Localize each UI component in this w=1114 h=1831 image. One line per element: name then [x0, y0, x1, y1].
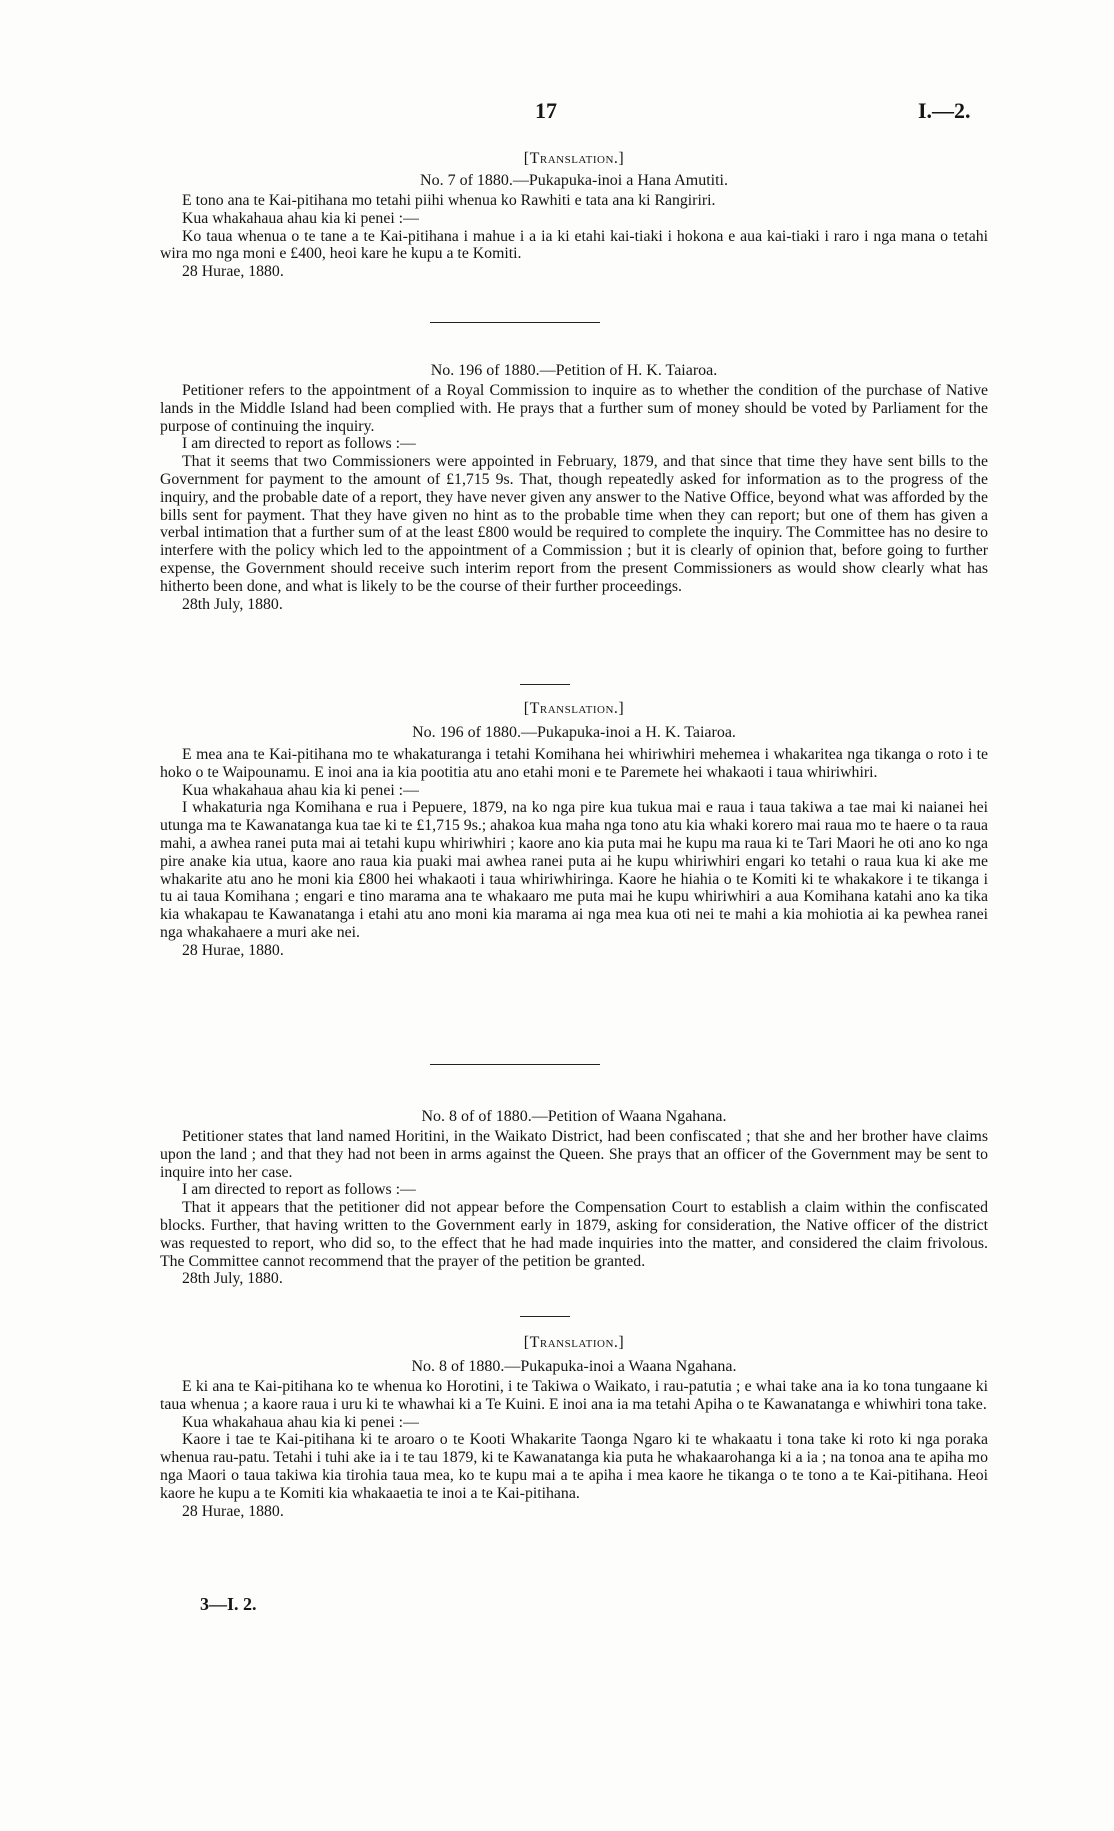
paragraph: Kaore i tae te Kai-pitihana ki te aroaro o te Kooti Whakarite Taonga Ngaro ki te whakaatu i tona take ki roto ki nga poraka whenua rau-patu. Tetahi i tuhi ake ia i te tau 1879, ki te Kawanatanga kia puta he whakaarohanga ki a ia ; na tonoa ana te apiha mo nga Maori o taua takiwa kia tirohia taua mea, ko te kupu mai a te apiha i mea kaore he tikanga o te tono a te Kai-pitihana. Heoi kaore he kupu a te Komiti kia whakaaetia te inoi a te Kai-pitihana. — [160, 1431, 988, 1502]
divider — [430, 1064, 600, 1065]
paragraph: That it seems that two Commissioners were appointed in February, 1879, and that since that time they have sent bills to the Government for payment to the amount of £1,715 9s. That, though repeatedly asked for information as to the progress of the inquiry, and the probable date of a report, they have never given any answer to the Native Office, beyond what was afforded by the bills sent for payment. That they have given no hint as to the probable time when they can report; but one of them has given a verbal intimation that a further sum of at the least £800 would be required to complete the inquiry. The Committee has no desire to interfere with the policy which led to the appointment of a Commission ; but it is clearly of opinion that, before going to further expense, the Government should receive such interim report from the present Commissioners as would show clearly what has hitherto been done, and what is likely to be the course of their further proceedings. — [160, 453, 988, 595]
divider — [520, 684, 570, 685]
page-signature: 3—I. 2. — [200, 1594, 257, 1614]
paragraph: Kua whakahaua ahau kia ki penei :— — [182, 1413, 419, 1431]
paragraph: Ko taua whenua o te tane a te Kai-pitihana i mahue i a ia ki etahi kai-tiaki i hokona e aua kai-tiaki i raro i nga mana o tetahi wira mo nga moni e £400, heoi kare he kupu a te Komiti. — [160, 227, 988, 263]
paragraph: That it appears that the petitioner did not appear before the Compensation Court to establish a claim within the confiscated blocks. Further, that having written to the Government early in 1879, asking for consideration, the Native officer of the district was requested to report, who did so, to the effect that he had made inquiries into the matter, and considered the claim frivolous. The Committee cannot recommend that the prayer of the petition be granted. — [160, 1199, 988, 1270]
page-number: 17 — [535, 98, 557, 123]
date-line: 28 Hurae, 1880. — [182, 263, 284, 281]
section-heading: No. 8 of of 1880.—Petition of Waana Ngahana. — [421, 1108, 727, 1125]
paragraph: E ki ana te Kai-pitihana ko te whenua ko Horotini, i te Takiwa o Waikato, i rau-patutia ; e whai take ana ia ko tona tungaane ki taua whenua ; a kaore raua i uru ki te whawhai ki a Te Kuini. E inoi ana ia ma tetahi Apiha o te Kawanatanga e whiwhiri tona take. — [160, 1378, 988, 1413]
section-translation-8 — [160, 1334, 988, 1520]
translation-label: [Translation.] — [523, 700, 625, 717]
paragraph: E mea ana te Kai-pitihana mo te whakaturanga i tetahi Komihana hei whiriwhiri mehemea i whakaritea nga tikanga o roto i te hoko o te Waipounamu. E inoi ana ia kia pootitia atu ano etahi moni e te Paremete hei whakaoti i taua whiriwhiri. — [160, 746, 988, 781]
paragraph: Petitioner states that land named Horitini, in the Waikato District, had been confiscated ; that she and her brother have claims upon the land ; and that they had not been in arms against the Queen. She prays that an officer of the Government may be sent to inquire into her case. — [160, 1128, 988, 1181]
date-line: 28th July, 1880. — [182, 1270, 283, 1288]
divider — [430, 322, 600, 323]
translation-label: [Translation.] — [523, 150, 625, 167]
paragraph: Petitioner refers to the appointment of a Royal Commission to inquire as to whether the condition of the purchase of Native lands in the Middle Island had been complied with. He prays that a further sum of money should be voted by Parliament for the purpose of continuing the inquiry. — [160, 382, 988, 435]
section-heading: No. 196 of 1880.—Petition of H. K. Taiaroa. — [430, 362, 718, 379]
section-translation-7 — [160, 150, 988, 281]
paragraph: Kua whakahaua ahau kia ki penei :— — [182, 781, 419, 799]
paragraph: I am directed to report as follows :— — [182, 435, 416, 453]
paragraph: I am directed to report as follows :— — [182, 1181, 416, 1199]
paragraph: I whakaturia nga Komihana e rua i Pepuere, 1879, na ko nga pire kua tukua mai e raua i taua takiwa a tae mai ki naianei hei utunga ma te Kawanatanga kua tae ki te £1,715 9s.; ahakoa kua maha nga tono atu kia whaki korero mai raua mo te haere o ta raua mahi, a awhea ranei puta mai ai tetahi kupu whiriwhiri ; kaore ano kia puta mai he kupu ma raua ki te Tari Maori he oti ano ko nga pire anake kia utua, kaore ano raua kia puaki mai awhea ranei puta ai he kupu whiriwhiri engari ko tetahi o raua kua ki ake me whakarite atu ano he moni kia £800 hei whakaoti i taua whiriwhiringa. Kaore he hiahia o te Komiti ki te whakakore i te tikanga i tu ai taua Komihana ; engari e tino marama ana te whakaaro me puta mai he kupu whiriwhiri a aua Komihana katahi ano ka tika kia whakapau te Kawanatanga i etahi atu ano moni kia marama ai nga mea kua oti nei te mahi a kia mohiotia ai ka pewhea ranei nga whakahaere a muri ake nei. — [160, 799, 988, 941]
section-heading: No. 8 of 1880.—Pukapuka-inoi a Waana Ngahana. — [411, 1358, 737, 1375]
section-petition-196 — [160, 362, 988, 613]
section-heading: No. 7 of 1880.—Pukapuka-inoi a Hana Amutiti. — [420, 172, 728, 189]
section-heading: No. 196 of 1880.—Pukapuka-inoi a H. K. Taiaroa. — [412, 724, 736, 741]
date-line: 28 Hurae, 1880. — [182, 1502, 284, 1520]
translation-label: [Translation.] — [523, 1334, 625, 1351]
section-petition-8 — [160, 1108, 988, 1288]
page-reference: I.—2. — [918, 98, 971, 123]
section-translation-196 — [160, 700, 988, 960]
paragraph: E tono ana te Kai-pitihana mo tetahi piihi whenua ko Rawhiti e tata ana ki Rangiriri. — [182, 192, 716, 209]
date-line: 28th July, 1880. — [182, 595, 283, 613]
date-line: 28 Hurae, 1880. — [182, 941, 284, 959]
paragraph: Kua whakahaua ahau kia ki penei :— — [182, 209, 419, 227]
divider — [520, 1316, 570, 1317]
